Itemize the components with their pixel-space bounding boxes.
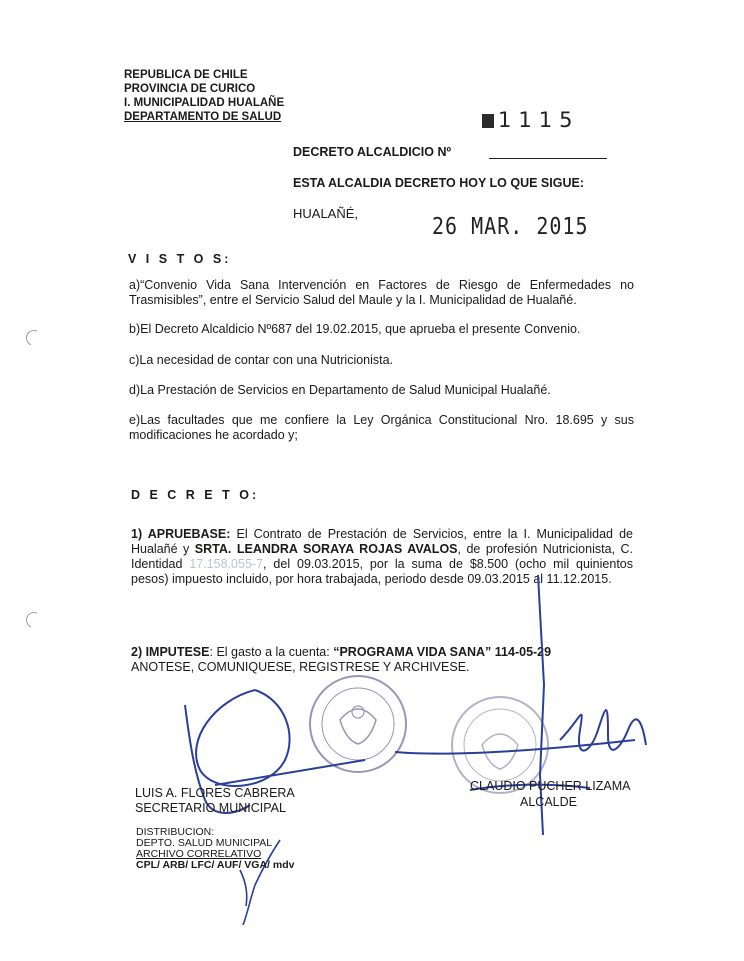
item-1-text-c: , del 09.03.2015, por la suma de $8.500 (ocho mil quinientos pesos) impuesto incluido, por hora trabajada, periodo desde 09.03.2015 al 11.12.2015.: [131, 557, 633, 586]
visto-a: a)“Convenio Vida Sana Intervención en Factores de Riesgo de Enfermedades no Trasmisibles”, entre el Servicio Salud del Maule y la I. Municipalidad de Hualañé.: [129, 278, 634, 307]
distribution-heading: DISTRIBUCION:: [136, 826, 215, 838]
letterhead-department: DEPARTAMENTO DE SALUD: [124, 111, 282, 123]
item-2-text: : El gasto a la cuenta:: [209, 645, 334, 659]
decreto-closing: ANOTESE, COMUNIQUESE, REGISTRESE Y ARCHIVESE.: [131, 660, 470, 674]
item-1-identity-number: 17.158.055-7: [189, 557, 264, 571]
item-1-contractor-name: SRTA. LEANDRA SORAYA ROJAS AVALOS: [194, 542, 458, 556]
item-2-label: 2) IMPUTESE: [131, 645, 210, 659]
secretary-role: SECRETARIO MUNICIPAL: [135, 801, 286, 815]
item-1-text-a: El Contrato de Prestación de Servicios, entre la I. Municipalidad de Hualañé y: [131, 527, 633, 556]
visto-d: d)La Prestación de Servicios en Departamento de Salud Municipal Hualañé.: [129, 383, 551, 397]
item-2-account: 114-05-29: [491, 645, 552, 659]
mayor-role: ALCALDE: [520, 795, 577, 809]
decree-place: HUALAÑÉ,: [293, 206, 359, 221]
distribution-initials-text: CPL/ ARB/ LFC/ AUF/ VGA/ mdv: [136, 859, 295, 871]
distribution-block: [136, 827, 294, 871]
visto-b: b)El Decreto Alcaldicio Nº687 del 19.02.2015, que aprueba el presente Convenio.: [129, 322, 581, 336]
decreto-heading: D E C R E T O:: [131, 488, 260, 502]
item-1-text-b: , de profesión Nutricionista, C. Identidad: [131, 542, 633, 571]
secretary-name: LUIS A. FLORES CABRERA: [135, 786, 295, 800]
mayor-name: CLAUDIO PUCHER LIZAMA: [470, 779, 631, 793]
decree-number: 1115: [498, 108, 580, 132]
decree-date-stamp: 26 MAR. 2015: [432, 212, 589, 240]
letterhead-province: PROVINCIA DE CURICO: [124, 83, 256, 95]
item-1-label: 1) APRUEBASE:: [131, 527, 231, 541]
item-2-program: “PROGRAMA VIDA SANA”: [333, 645, 492, 659]
decree-title-text: DECRETO ALCALDICIO Nº: [293, 145, 452, 159]
visto-e: e)Las facultades que me confiere la Ley Orgánica Constitucional Nro. 18.695 y sus modificaciones he acordado y;: [129, 413, 634, 442]
visto-c: c)La necesidad de contar con una Nutricionista.: [129, 353, 394, 367]
distribution-line-2: ARCHIVO CORRELATIVO: [136, 848, 262, 860]
letterhead-country: REPUBLICA DE CHILE: [124, 69, 248, 81]
secretary-stamp: [310, 676, 406, 772]
distribution-line-1: DEPTO. SALUD MUNICIPAL: [136, 837, 273, 849]
decree-subtitle: ESTA ALCALDIA DECRETO HOY LO QUE SIGUE:: [293, 176, 584, 190]
vistos-heading: V I S T O S:: [128, 252, 232, 266]
letterhead-municipality: I. MUNICIPALIDAD HUALAÑE: [124, 97, 285, 109]
